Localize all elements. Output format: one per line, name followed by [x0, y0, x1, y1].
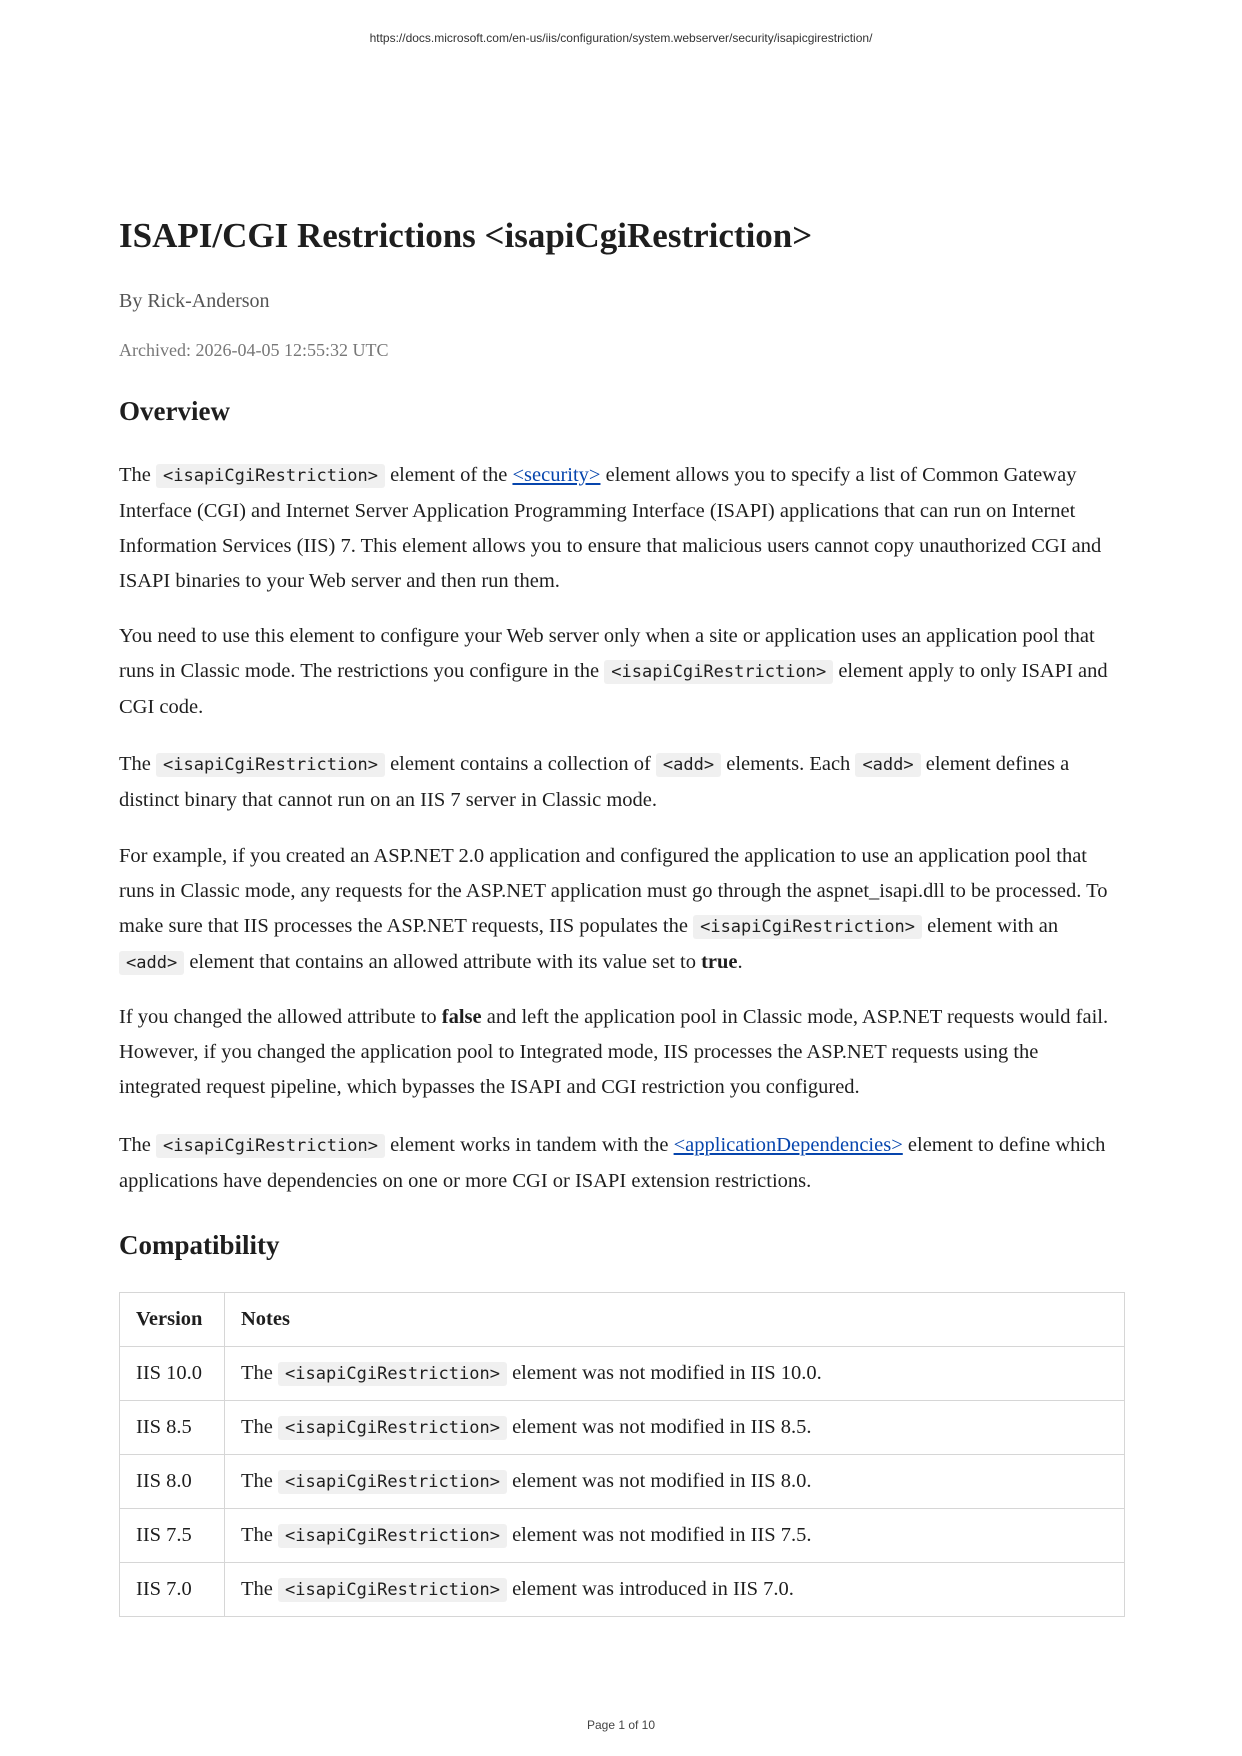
notes-cell: The <isapiCgiRestriction> element was not modified in IIS 8.0.	[225, 1455, 1125, 1509]
page-url-header: https://docs.microsoft.com/en-us/iis/configuration/system.webserver/security/isapicgirestriction/	[369, 31, 873, 45]
version-cell: IIS 7.5	[120, 1509, 225, 1563]
notes-cell: The <isapiCgiRestriction> element was introduced in IIS 7.0.	[225, 1563, 1125, 1617]
inline-code: <isapiCgiRestriction>	[604, 660, 833, 684]
notes-cell: The <isapiCgiRestriction> element was not modified in IIS 10.0.	[225, 1347, 1125, 1401]
overview-paragraph-4: For example, if you created an ASP.NET 2.0 application and configured the application to use an application pool that runs in Classic mode, any requests for the ASP.NET application must go through the aspnet_isapi.dll to be processed. To make sure that IIS processes the ASP.NET requests, IIS populates the <isapiCgiRestriction> element with an <add> element that contains an allowed attribute with its value set to true.	[119, 845, 1108, 973]
inline-code: <add>	[656, 753, 721, 777]
archived-timestamp: Archived: 2026-04-05 12:55:32 UTC	[119, 340, 389, 360]
inline-code: <isapiCgiRestriction>	[278, 1524, 507, 1548]
application-dependencies-link[interactable]: <applicationDependencies>	[673, 1134, 903, 1156]
table-row	[120, 1509, 1125, 1563]
inline-code: <isapiCgiRestriction>	[156, 464, 385, 488]
table-row	[120, 1401, 1125, 1455]
compatibility-heading: Compatibility	[119, 1230, 280, 1260]
table-row	[120, 1563, 1125, 1617]
inline-code: <isapiCgiRestriction>	[278, 1416, 507, 1440]
inline-code: <add>	[855, 753, 920, 777]
inline-code: <isapiCgiRestriction>	[278, 1470, 507, 1494]
column-header-version: Version	[120, 1293, 225, 1347]
version-cell: IIS 8.0	[120, 1455, 225, 1509]
overview-paragraph-2: You need to use this element to configure your Web server only when a site or application uses an application pool that runs in Classic mode. The restrictions you configure in the <isapiCgiRestriction> element apply to only ISAPI and CGI code.	[119, 625, 1108, 718]
overview-paragraph-3: The <isapiCgiRestriction> element contains a collection of <add> elements. Each <add> element defines a distinct binary that cannot run on an IIS 7 server in Classic mode.	[119, 753, 1070, 811]
inline-code: <isapiCgiRestriction>	[693, 915, 922, 939]
table-row	[120, 1455, 1125, 1509]
inline-code: <isapiCgiRestriction>	[278, 1362, 507, 1386]
notes-cell: The <isapiCgiRestriction> element was not modified in IIS 8.5.	[225, 1401, 1125, 1455]
inline-code: <isapiCgiRestriction>	[278, 1578, 507, 1602]
version-cell: IIS 7.0	[120, 1563, 225, 1617]
table-row	[120, 1347, 1125, 1401]
page-number-footer: Page 1 of 10	[586, 1718, 656, 1732]
table-header-row	[120, 1293, 1125, 1347]
overview-paragraph-6: The <isapiCgiRestriction> element works in tandem with the <applicationDependencies> element to define which applications have dependencies on one or more CGI or ISAPI extension restrictions.	[119, 1134, 1106, 1192]
overview-heading: Overview	[119, 396, 230, 426]
version-cell: IIS 8.5	[120, 1401, 225, 1455]
page-title: ISAPI/CGI Restrictions <isapiCgiRestriction>	[119, 216, 813, 255]
security-link[interactable]: <security>	[512, 464, 601, 486]
column-header-notes: Notes	[225, 1293, 1125, 1347]
inline-code: <isapiCgiRestriction>	[156, 1134, 385, 1158]
version-cell: IIS 10.0	[120, 1347, 225, 1401]
inline-code: <isapiCgiRestriction>	[156, 753, 385, 777]
compatibility-table	[119, 1292, 1125, 1617]
inline-code: <add>	[119, 951, 184, 975]
overview-paragraph-5: If you changed the allowed attribute to false and left the application pool in Classic mode, ASP.NET requests would fail. However, if you changed the application pool to Integrated mode, IIS processes the ASP.NET requests using the integrated request pipeline, which bypasses the ISAPI and CGI restriction you configured.	[119, 1006, 1109, 1098]
overview-paragraph-1: The <isapiCgiRestriction> element of the <security> element allows you to specify a list of Common Gateway Interface (CGI) and Internet Server Application Programming Interface (ISAPI) applications that can run on Internet Information Services (IIS) 7. This element allows you to ensure that malicious users cannot copy unauthorized CGI and ISAPI binaries to your Web server and then run them.	[119, 464, 1102, 592]
author-byline: By Rick-Anderson	[119, 290, 270, 312]
notes-cell: The <isapiCgiRestriction> element was not modified in IIS 7.5.	[225, 1509, 1125, 1563]
